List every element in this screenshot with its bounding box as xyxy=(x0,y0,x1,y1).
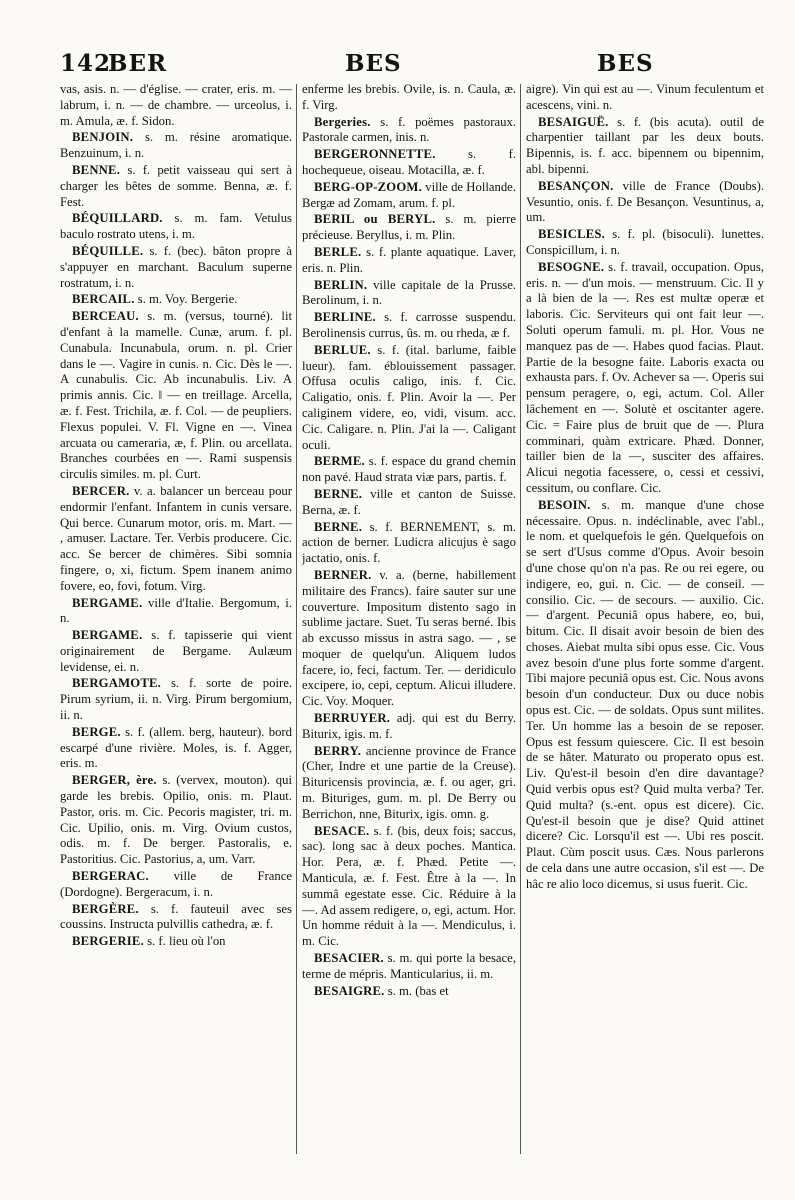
entry-headword: BERLINE. xyxy=(314,310,376,325)
entry-headword: BESOIN. xyxy=(538,497,591,512)
entry-text: v. a. (berne, habillement militaire des Francs). faire sauter sur une couverture. Impositum distento sago in sublime jactare. Suet. Tu seras berné. Ibis ab excusso missus in astra sago. — , se moquer de quelqu'un. Aliquem ludos facere, io, feci, factum. Ter. — deridiculo excipere, io, cepi, ceptum. Alicui illudere. Cic. Voy. Moquer. xyxy=(302,567,516,709)
entry-text: vas, asis. n. — d'église. — crater, eris. m. — labrum, i. n. — de chambre. — urceolus, i. m. Amula, æ. f. Sidon. xyxy=(60,82,292,128)
dictionary-entry xyxy=(526,227,764,259)
dictionary-entry xyxy=(526,498,764,893)
entry-headword: BERRUYER. xyxy=(314,711,391,726)
dictionary-entry xyxy=(60,902,292,934)
entry-headword: BERGAME. xyxy=(72,595,143,610)
entry-headword: BESACE. xyxy=(314,823,370,838)
entry-headword: BERLUE. xyxy=(314,342,371,357)
entry-text: s. f. BERNEMENT, s. m. action de berner. Ludicra alicujus è sago jactatio, onis. f. xyxy=(302,519,516,566)
entry-headword: BESACIER. xyxy=(314,951,384,966)
entry-text: s. f. carrosse suspendu. Berolinensis currus, ûs. m. ou rheda, æ f. xyxy=(302,310,516,340)
right-guide-word: BES xyxy=(597,50,654,77)
entry-text: s. f. lieu où l'on xyxy=(147,934,226,949)
dictionary-entry xyxy=(302,454,516,486)
entry-text: s. m. fam. Vetulus baculo rostrato utens, i. m. xyxy=(60,211,292,242)
dictionary-entry xyxy=(302,824,516,950)
entry-headword: BÉQUILLE. xyxy=(72,243,144,258)
column-right xyxy=(526,82,764,1162)
entry-headword: BERGERAC. xyxy=(72,869,149,884)
page-number: 142 xyxy=(60,50,112,77)
entry-text: ville capitale de la Prusse. Berolinum, i. n. xyxy=(302,277,516,308)
dictionary-entry xyxy=(302,245,516,277)
entry-text: s. m. manque d'une chose nécessaire. Opus. n. indéclinable, avec l'abl., le nom. et quelquefois le gén. Quelquefois on se sert d'Usus comme d'Opus. Avoir besoin d'une chose qu'on n'a pas. Re ou rei egere, ou indigere, eo, gui. n. Cic. — de conseil. — consilio. Cic. — de secours. — auxilio. Cic. — d'argent. Pecuniâ opus habere, eo, bui, bitum. Cic. Il disait avoir besoin de bien des choses. Aiebat multa sibi opus esse. Cic. Vous avez besoin d'une plus forte somme d'argent. Tibi majore pecuniâ opus est. Cic. Nous avons besoin d'un conducteur. Dux ou duce nobis opus est. Cic. — de soldats. Opus sunt milites. Ter. Un homme las a besoin de se reposer. Opus est fessum quiescere. Cic. Il est besoin de se hâter. Maturato ou properato opus est. Liv. Qu'est-il besoin d'en dire davantage? Quid verbis opus est? Quid multa verba? Ter. Quid multa? (s.-ent. opus est dicere). Cic. Qu'est-il besoin que je dise? Quid attinet dicere? Cic. Lorsqu'il est —. Ubi res poscit. Plaut. Cùm poscit usus. Cæs. Nous parlerons de cela dans une autre occasion, s'il est —. De hâc re alio loco dicemus, si usus fuerit. Cic. xyxy=(526,497,764,891)
middle-guide-word: BES xyxy=(345,50,402,77)
entry-headword: BENNE. xyxy=(72,162,121,177)
dictionary-entry xyxy=(302,147,516,179)
dictionary-entry xyxy=(60,82,292,129)
dictionary-entry xyxy=(60,725,292,772)
entry-text: s. f. travail, occupation. Opus, eris. n. — d'un mois. — menstruum. Cic. Il y a là bien de la —. Res est multæ operæ et laboris. Cic. Serviteurs qui ont fait leur —. Soluti operum famuli. m. pl. Hor. Vous ne manquez pas de —. Habes quod facias. Plaut. Partie de la besogne faite. Laboris exacta ou exhausta pars. f. Ov. Achever sa —. Operis sui pensum peragere, o, egi, actum. Col. Aller lâchement en —. Solutè et oscitanter agere. Cic. = Faire plus de bruit que de —. Plura comminari, quàm extricare. Phæd. Donner, tailler bien de la —, susciter des affaires. Alicui negotia facessere, o, cessi et cessivi, cessitum, ou conflare. Cic. xyxy=(526,259,764,495)
entry-headword: BERCEAU. xyxy=(72,309,139,324)
dictionary-entry xyxy=(60,484,292,595)
dictionary-entry xyxy=(302,568,516,710)
dictionary-entry xyxy=(302,212,516,244)
entry-headword: BERCER. xyxy=(72,483,130,498)
dictionary-entry xyxy=(302,310,516,342)
entry-text: ville de France (Dordogne). Bergeracum, i. n. xyxy=(60,869,292,899)
column-left xyxy=(60,82,292,1162)
entry-text: s. m. résine aromatique. Benzuinum, i. n. xyxy=(60,130,292,161)
dictionary-entry xyxy=(526,260,764,497)
entry-headword: BERGAMOTE. xyxy=(72,676,162,691)
entry-text: aigre). Vin qui est au —. Vinum feculentum et acescens, vini. n. xyxy=(526,82,764,112)
column-divider xyxy=(296,84,297,1154)
entry-headword: Bergeries. xyxy=(314,114,371,129)
entry-text: ville et canton de Suisse. Berna, æ. f. xyxy=(302,486,516,517)
entry-headword: BÉQUILLARD. xyxy=(72,211,163,226)
entry-text: adj. qui est du Berry. Biturix, igis. m. f. xyxy=(302,711,516,741)
entry-text: s. m. pierre précieuse. Beryllus, i. m. Plin. xyxy=(302,212,516,243)
dictionary-entry xyxy=(60,211,292,243)
entry-text: s. f. (bis, deux fois; saccus, sac). long sac à deux poches. Mantica. Hor. Pera, æ. f. Phæd. Petite —. Manticula, æ. f. Fest. Être à la —. In summâ egestate esse. Cic. Réduire à la —. Ad assem redigere, o, egi, actum. Hor. Un homme réduit à la —. Mendiculus, i. m. Cic. xyxy=(302,823,516,949)
entry-headword: BERGER, ère. xyxy=(72,773,157,788)
dictionary-entry xyxy=(302,115,516,147)
dictionary-entry xyxy=(60,934,292,950)
entry-text: s. m. (bas et xyxy=(387,983,449,998)
entry-headword: BENJOIN. xyxy=(72,130,134,145)
entry-text: ville de Hollande. Bergæ ad Zomam, arum. f. pl. xyxy=(302,179,516,210)
entry-text: s. f. pl. (bisoculi). lunettes. Conspicillum, i. n. xyxy=(526,227,764,257)
entry-text: s. (vervex, mouton). qui garde les brebis. Opilio, onis. m. Plaut. Pastor, oris. m. Cic. Pecoris magister, tri. m. Cic. Upilio, onis. m. Virg. Ovium custos, odis. m. f. De berger. Pastoralis, e. Pastoritius. Cic. Pastorius, a, um. Varr. xyxy=(60,773,292,867)
entry-headword: BERLE. xyxy=(314,244,362,259)
dictionary-entry xyxy=(60,628,292,675)
dictionary-entry xyxy=(302,984,516,1000)
page-header xyxy=(60,50,780,82)
entry-text: s. f. fauteuil avec ses coussins. Instructa pulvillis cathedra, æ. f. xyxy=(60,901,292,932)
dictionary-entry xyxy=(526,82,764,114)
dictionary-entry xyxy=(60,130,292,162)
entry-text: s. m. (versus, tourné). lit d'enfant à la mamelle. Cunæ, arum. f. pl. Cunabula. Incunabula, orum. n. pl. Crier dans le —. Vagire in cunis. n. Cic. Dès le —. A cunabulis. Cic. Ab incunabulis. Liv. A primis annis. Cic. ‖ — en treillage. Arcella, æ. f. Fest. Trichila, æ. f. Col. — de peupliers. Flexus populei. V. Fl. Vigne en —. Vinea arcuata ou cameraria, æ, f. Plin. ou arcellata. Branches courbées en —. Rami suspensis circulis similes. m. pl. Curt. xyxy=(60,309,292,482)
dictionary-entry xyxy=(60,596,292,628)
dictionary-entry xyxy=(60,676,292,723)
entry-headword: BERME. xyxy=(314,454,365,469)
entry-text: v. a. balancer un berceau pour endormir l'enfant. Infantem in cunis versare. Qui berce. Cunarum motor, oris. m. Mart. — , amuser. Lactare. Ter. Verbis producere. Cic. acc. Se bercer de chimères. Sibi somnia fingere, o, xi, fictum. Spem inanem animo fovere, eo, fovi, fotum. Virg. xyxy=(60,483,292,593)
entry-headword: BESAIGUË. xyxy=(538,114,609,129)
dictionary-entry xyxy=(526,115,764,178)
entry-text: s. f. (allem. berg, hauteur). bord escarpé d'une rivière. Moles, is. f. Agger, eris. m. xyxy=(60,724,292,771)
entry-headword: BERG-OP-ZOOM. xyxy=(314,179,422,194)
entry-text: ville d'Italie. Bergomum, i. n. xyxy=(60,595,292,626)
dictionary-entry xyxy=(302,520,516,567)
entry-headword: BESICLES. xyxy=(538,227,606,242)
entry-headword: BERGAME. xyxy=(72,628,143,643)
entry-headword: BERGERIE. xyxy=(72,934,144,949)
dictionary-entry xyxy=(302,278,516,310)
entry-headword: BESOGNE. xyxy=(538,259,605,274)
entry-text: s. f. espace du grand chemin non pavé. Haud strata viæ pars, partis. f. xyxy=(302,454,516,485)
entry-text: ville de France (Doubs). Vesuntio, onis. f. De Besançon. Vesuntinus, a, um. xyxy=(526,178,764,225)
dictionary-entry xyxy=(60,773,292,868)
entry-headword: BESANÇON. xyxy=(538,178,614,193)
entry-text: s. f. plante aquatique. Laver, eris. n. Plin. xyxy=(302,244,516,275)
entry-text: s. f. hochequeue, oiseau. Motacilla, æ. f. xyxy=(302,147,516,177)
entry-text: s. m. Voy. Bergerie. xyxy=(137,292,238,307)
dictionary-entry xyxy=(302,711,516,743)
entry-headword: BERGERONNETTE. xyxy=(314,147,436,162)
dictionary-entry xyxy=(302,951,516,983)
dictionary-entry xyxy=(60,309,292,483)
dictionary-entry xyxy=(302,343,516,454)
dictionary-entry xyxy=(60,869,292,901)
dictionary-entry xyxy=(60,163,292,210)
dictionary-entry xyxy=(526,179,764,226)
entry-text: s. f. (bis acuta). outil de charpentier taillant par les deux bouts. Bipennis, is. f. acc. bipennem ou bipennim, abl. bipenni. xyxy=(526,114,764,176)
entry-headword: BERGE. xyxy=(72,724,121,739)
entry-text: enferme les brebis. Ovile, is. n. Caula, æ. f. Virg. xyxy=(302,82,516,112)
column-divider xyxy=(520,84,521,1154)
entry-headword: BERNER. xyxy=(314,567,372,582)
entry-headword: BERGÈRE. xyxy=(72,901,139,916)
entry-text: s. f. poëmes pastoraux. Pastorale carmen, inis. n. xyxy=(302,114,516,145)
dictionary-entry xyxy=(60,292,292,308)
entry-text: s. m. qui porte la besace, terme de mépris. Manticularius, ii. m. xyxy=(302,951,516,981)
entry-headword: BERCAIL. xyxy=(72,292,135,307)
entry-headword: BERLIN. xyxy=(314,277,368,292)
dictionary-entry xyxy=(302,487,516,519)
entry-text: s. f. petit vaisseau qui sert à charger les bêtes de somme. Benna, æ. f. Fest. xyxy=(60,162,292,209)
entry-text: s. f. sorte de poire. Pirum syrium, ii. n. Virg. Pirum bergomium, ii. n. xyxy=(60,676,292,723)
entry-headword: BESAIGRE. xyxy=(314,983,385,998)
entry-headword: BERRY. xyxy=(314,743,362,758)
dictionary-entry xyxy=(302,180,516,212)
entry-headword: BERIL ou BERYL. xyxy=(314,212,436,227)
dictionary-entry xyxy=(302,82,516,114)
entry-text: s. f. (bec). bâton propre à s'appuyer en marchant. Baculum superne rostratum, i. n. xyxy=(60,243,292,290)
column-middle xyxy=(302,82,516,1162)
entry-text: s. f. tapisserie qui vient originairement de Bergame. Aulæum levidense, ei. n. xyxy=(60,628,292,674)
entry-text: ancienne province de France (Cher, Indre et une partie de la Creuse). Bituricensis provincia, æ. f. ou ager, gri. m. Bituriges, gum. m. pl. De Berry ou Berrichon, nne, Biturix, igis. omn. g. xyxy=(302,743,516,821)
entry-headword: BERNE. xyxy=(314,486,363,501)
entry-headword: BERNE. xyxy=(314,519,363,534)
entry-text: s. f. (ital. barlume, faible lueur). fam. éblouissement passager. Offusa oculis caligo, inis. f. Cic. Caligatio, onis. f. Plin. Avoir la —. Per caliginem videre, eo, vidi, visum. acc. Cic. Caligare. n. Plin. J'ai la —. Caligant oculi. xyxy=(302,342,516,452)
left-guide-word: BER xyxy=(108,50,168,77)
dictionary-entry xyxy=(60,244,292,291)
dictionary-entry xyxy=(302,744,516,823)
